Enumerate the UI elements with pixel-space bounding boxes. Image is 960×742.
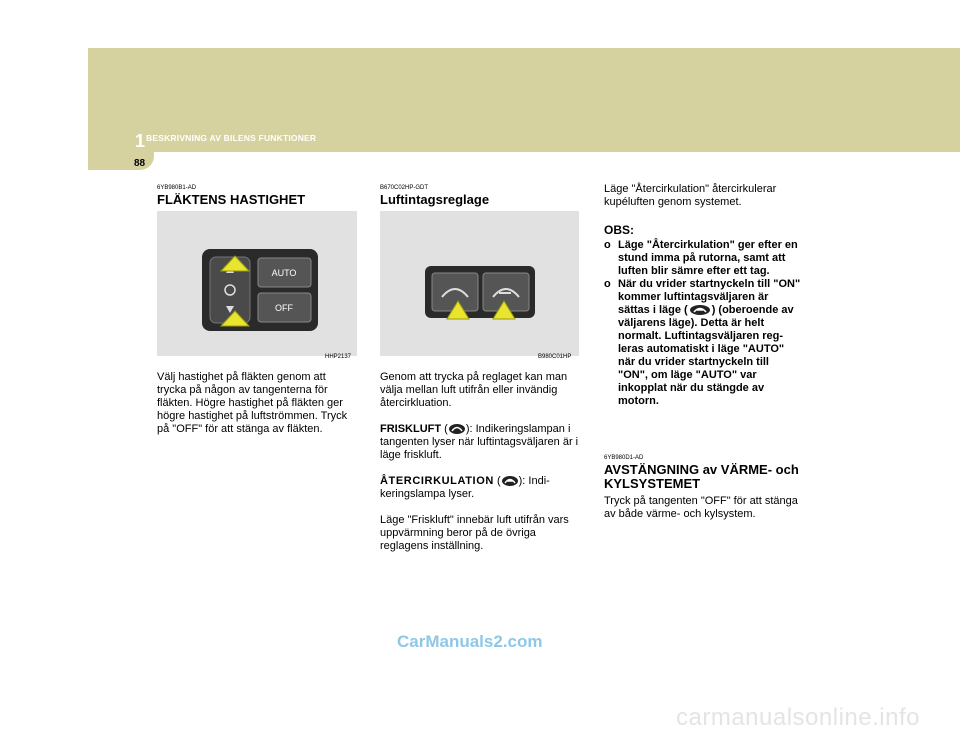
fan-control-image xyxy=(157,211,357,356)
intake-code: B670C02HP-GDT xyxy=(380,185,429,191)
recirc-icon xyxy=(501,475,519,487)
intake-title: Luftintagsreglage xyxy=(380,192,490,207)
recirc-section xyxy=(604,183,802,408)
intake-para-1: Genom att trycka på reglaget kan man välja mellan luft utifrån eller invändig återcirkluation. xyxy=(380,371,568,409)
recirc-label: ÅTERCIRKULATION xyxy=(380,475,494,487)
shutdown-text: Tryck på tangenten "OFF" för att stänga av både värme- och kylsystem. xyxy=(604,495,798,520)
fresh-text: ): Indikeringslampan i tangenten lyser när luftintagsväljaren är i läge friskluft. xyxy=(380,423,579,461)
fan-text: Välj hastighet på fläkten genom att trycka på någon av tangenterna för fläkten. Högre hastighet på fläkten ger högre hastighet på luftströmmen. Tryck på "OFF" för att stänga av fläkten. xyxy=(157,371,348,435)
fan-image-code: HHP2137 xyxy=(325,354,352,360)
intake-para-4: Läge "Friskluft" innebär luft utifrån vars uppvärmning beror på de övriga reglagens inställning. xyxy=(380,514,569,552)
intake-control-illustration xyxy=(380,211,579,356)
obs-title: OBS: xyxy=(604,223,634,237)
watermark: CarManuals2.com xyxy=(397,632,543,651)
intake-image-code: B980C01HP xyxy=(538,354,572,360)
obs-bullet-1: o Läge "Återcirkulation" ger efter en stund imma på rutorna, samt att luften blir sämre efter ett tag. xyxy=(604,239,798,277)
page-number: 88 xyxy=(134,158,146,169)
shutdown-code: 6YB980D1-AD xyxy=(604,455,644,461)
off-key-label: OFF xyxy=(275,303,293,313)
shutdown-title: AVSTÄNGNING av VÄRME- och KYLSYSTEMET xyxy=(604,462,799,491)
fresh-label: FRISKLUFT xyxy=(380,423,442,435)
shutdown-section xyxy=(604,455,802,521)
recirc-text: ): Indi-keringslampa lyser. xyxy=(380,475,550,500)
fan-section xyxy=(157,185,357,207)
fan-title: FLÄKTENS HASTIGHET xyxy=(157,192,306,207)
recirc-para-1: Läge "Återcirkulation" återcirkulerar kupéluften genom systemet. xyxy=(604,183,777,208)
auto-key-label: AUTO xyxy=(271,268,297,278)
chapter-number: 1 xyxy=(135,131,146,151)
intake-control-image xyxy=(380,211,579,356)
footer-watermark: carmanualsonline.info xyxy=(676,704,920,731)
intake-para-fresh: FRISKLUFT ( ): Indikeringslampan i tangenten lyser när luftintagsväljaren är i läge friskluft. xyxy=(380,423,579,461)
intake-section xyxy=(380,185,579,207)
chapter-title: BESKRIVNING AV BILENS FUNKTIONER xyxy=(146,133,317,143)
intake-para-recirc: ÅTERCIRKULATION ( ): Indi-keringslampa lyser. xyxy=(380,475,550,500)
recirc-icon xyxy=(688,304,712,316)
intake-body xyxy=(380,371,579,553)
fresh-air-icon xyxy=(448,423,466,435)
obs-bullet-2: o När du vrider startnyckeln till "ON" kommer luftintagsväljaren är sättas i läge ( ) (oberoende av väljarens läge). Detta är helt normalt. Luftintagsväljaren reg-leras automatiskt i läge "AUTO" när du vrider startnyckeln till "ON", om läge "AUTO" var inkopplat när du stängde av motorn. xyxy=(604,278,801,407)
fan-code: 6YB980B1-AD xyxy=(157,185,197,191)
fan-control-illustration xyxy=(157,211,357,356)
obs-list xyxy=(604,239,802,408)
